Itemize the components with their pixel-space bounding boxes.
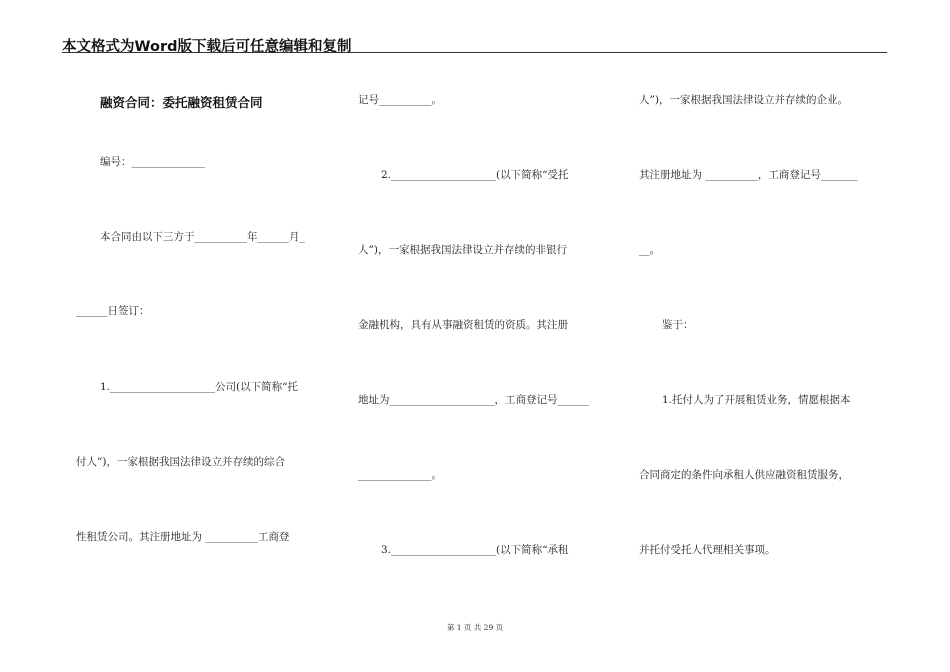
paragraph-line: 1.托付人为了开展租赁业务，情愿根据本 [662, 394, 851, 406]
paragraph-line: 3.____________________(以下简称“承租 [381, 544, 569, 556]
paragraph-line: 2.____________________(以下简称“受托 [381, 169, 569, 181]
paragraph-line: __。 [639, 244, 660, 256]
page-number-footer: 第 1 页 共 29 页 [446, 623, 504, 632]
document-header-title: 本文格式为Word版下载后可任意编辑和复制 [62, 39, 352, 55]
header-divider [62, 52, 887, 53]
paragraph-line: 合同商定的条件向承租人供应融资租赁服务， [639, 469, 849, 481]
paragraph-line: 人”)，一家根据我国法律设立并存续的非银行 [358, 244, 567, 256]
paragraph-line: 本合同由以下三方于__________年______月_ [100, 231, 305, 243]
paragraph-line: 人”)，一家根据我国法律设立并存续的企业。 [639, 94, 848, 106]
paragraph-line: 其注册地址为 __________，工商登记号_______ [639, 169, 858, 181]
paragraph-line: 并托付受托人代理相关事项。 [639, 544, 776, 556]
paragraph-line: ______________。 [358, 469, 442, 481]
paragraph-line: 性租赁公司。其注册地址为 __________工商登 [76, 531, 290, 543]
paragraph-line: 金融机构，具有从事融资租赁的资质。其注册 [358, 319, 568, 331]
paragraph-line: 付人”)，一家根据我国法律设立并存续的综合 [76, 456, 285, 468]
paragraph-line: 1.____________________公司(以下简称“托 [100, 381, 298, 393]
paragraph-line: 地址为____________________，工商登记号______ [358, 394, 589, 406]
paragraph-line: ______日签订： [76, 305, 150, 317]
contract-number-line: 编号：______________ [100, 156, 205, 168]
paragraph-line: 鉴于： [662, 319, 694, 331]
document-title: 融资合同：委托融资租赁合同 [100, 95, 263, 110]
paragraph-line: 记号__________。 [358, 94, 442, 106]
